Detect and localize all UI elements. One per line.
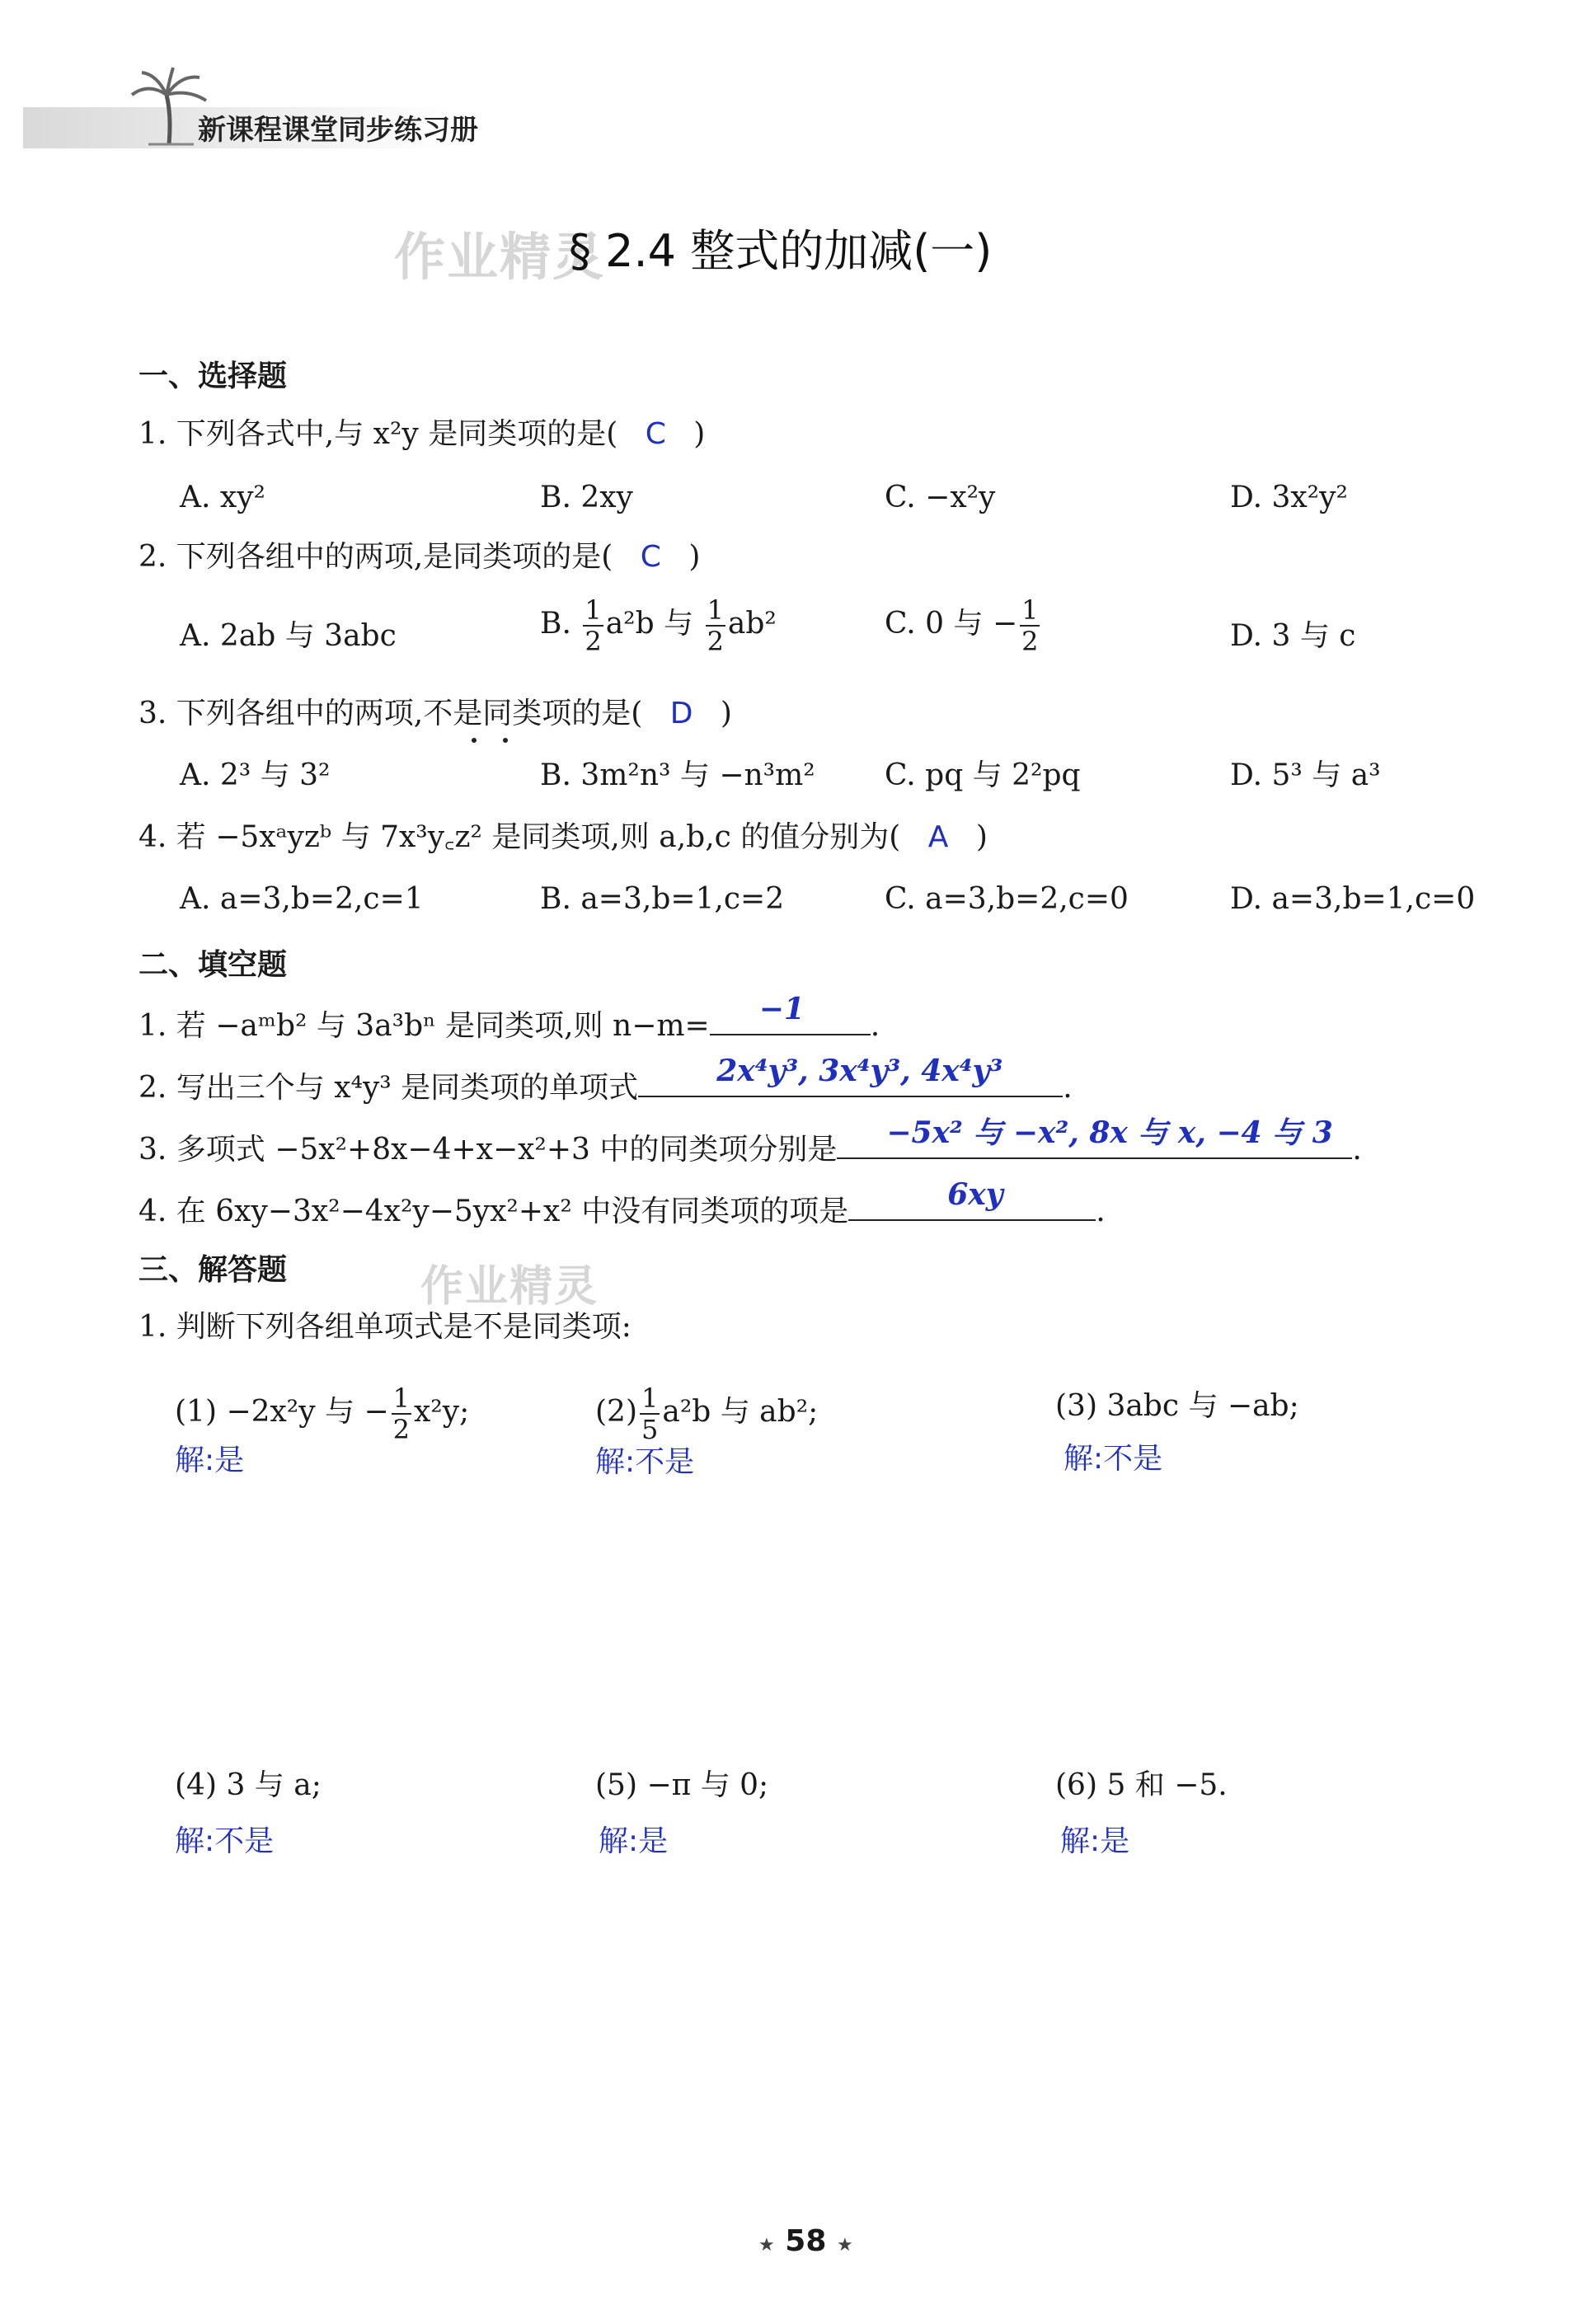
- option-b: B. a=3,b=1,c=2: [540, 882, 785, 916]
- page-number: ★ 58 ★: [758, 2224, 853, 2258]
- sub-item-5: (5) −π 与 0;: [595, 1768, 769, 1802]
- option-d: D. 3x²y²: [1230, 481, 1348, 514]
- option-d: D. 5³ 与 a³: [1230, 758, 1381, 792]
- fill-question-3: 3. 多项式 −5x²+8x−4+x−x²+3 中的同类项分别是 −5x² 与 −x², 8x 与 x, −4 与 3 .: [139, 1124, 1362, 1170]
- fraction: $\frac{1}{2}$: [392, 1383, 410, 1445]
- emphasis-dot: [503, 738, 508, 743]
- option-c: C. −x²y: [885, 481, 996, 514]
- fill-question-2: 2. 写出三个与 x⁴y³ 是同类项的单项式 2x⁴y³, 3x⁴y³, 4x⁴y³ .: [139, 1063, 1073, 1108]
- fraction: $\frac{1}{2}$: [1021, 594, 1039, 657]
- solution-6: 解:是: [1060, 1824, 1130, 1858]
- answer-choice: C: [640, 540, 661, 574]
- option-c: C. a=3,b=2,c=0: [885, 882, 1129, 916]
- star-icon: ★: [836, 2235, 853, 2256]
- answer-blank: [710, 992, 871, 1035]
- option-b: B. 2xy: [540, 481, 633, 514]
- answer-choice: D: [669, 697, 693, 730]
- question-stem: 1. 下列各式中,与 x²y 是同类项的是(: [139, 417, 618, 451]
- option-a: A. 2³ 与 3²: [180, 758, 331, 792]
- option-b: B. 3m²n³ 与 −n³m²: [540, 758, 815, 792]
- handwritten-answer: 2x⁴y³, 3x⁴y³, 4x⁴y³: [716, 1054, 1003, 1088]
- solution-3: 解:不是: [1063, 1442, 1163, 1476]
- star-icon: ★: [758, 2235, 775, 2256]
- option-d: D. 3 与 c: [1230, 619, 1356, 653]
- sub-item-4: (4) 3 与 a;: [175, 1768, 322, 1802]
- option-a: A. 2ab 与 3abc: [180, 619, 397, 653]
- answer-blank: [638, 1054, 1063, 1097]
- fill-question-1: 1. 若 −aᵐb² 与 3a³bⁿ 是同类项,则 n−m= −1 .: [139, 1001, 880, 1046]
- page-title: § 2.4 整式的加减(一): [569, 225, 993, 277]
- section-heading-choice: 一、选择题: [139, 359, 288, 393]
- solution-5: 解:是: [599, 1824, 669, 1858]
- answer-choice: A: [927, 820, 949, 854]
- sub-item-6: (6) 5 和 −5.: [1055, 1768, 1228, 1802]
- option-a: A. a=3,b=2,c=1: [180, 882, 424, 916]
- question-1-3: 3. 下列各组中的两项,不是同类项的是( D ): [139, 697, 732, 730]
- handwritten-answer: 6xy: [947, 1177, 1003, 1212]
- question-1-1: 1. 下列各式中,与 x²y 是同类项的是( C ): [139, 417, 706, 451]
- solution-4: 解:不是: [175, 1824, 275, 1858]
- solve-question-1: 1. 判断下列各组单项式是不是同类项:: [139, 1310, 632, 1344]
- answer-choice: C: [645, 417, 666, 451]
- section-heading-fill: 二、填空题: [139, 948, 288, 982]
- answer-blank: [837, 1115, 1352, 1159]
- sub-item-2: (2) $\frac{1}{5}$ a²b 与 ab²;: [595, 1383, 819, 1445]
- option-b: B. $\frac{1}{2}$ a²b 与 $\frac{1}{2}$ ab²: [540, 594, 777, 657]
- book-title: 新课程课堂同步练习册: [198, 114, 478, 147]
- option-c: C. pq 与 2²pq: [885, 758, 1081, 792]
- fill-question-4: 4. 在 6xy−3x²−4x²y−5yx²+x² 中没有同类项的项是 6xy .: [139, 1186, 1106, 1232]
- answer-blank: [848, 1177, 1096, 1221]
- solution-1: 解:是: [175, 1444, 245, 1477]
- solution-2: 解:不是: [595, 1445, 695, 1479]
- watermark: 作业精灵: [420, 1262, 599, 1312]
- question-1-2: 2. 下列各组中的两项,是同类项的是( C ): [139, 540, 701, 574]
- handwritten-answer: −1: [758, 992, 805, 1026]
- sub-item-1: (1) −2x²y 与 − $\frac{1}{2}$ x²y;: [175, 1383, 470, 1445]
- handwritten-answer: −5x² 与 −x², 8x 与 x, −4 与 3: [886, 1115, 1333, 1150]
- emphasis-dot: [472, 738, 477, 743]
- option-a: A. xy²: [180, 481, 265, 514]
- section-heading-solve: 三、解答题: [139, 1253, 288, 1287]
- fraction: $\frac{1}{2}$: [585, 594, 602, 657]
- question-1-4: 4. 若 −5xᵃyzᵇ 与 7x³y꜀z² 是同类项,则 a,b,c 的值分别为( A ): [139, 820, 988, 854]
- fraction: $\frac{1}{5}$: [641, 1383, 659, 1445]
- watermark: 作业精灵: [394, 227, 606, 287]
- fraction: $\frac{1}{2}$: [707, 594, 724, 657]
- sub-item-3: (3) 3abc 与 −ab;: [1055, 1389, 1299, 1423]
- option-c: C. 0 与 − $\frac{1}{2}$: [885, 594, 1039, 657]
- option-d: D. a=3,b=1,c=0: [1230, 882, 1476, 916]
